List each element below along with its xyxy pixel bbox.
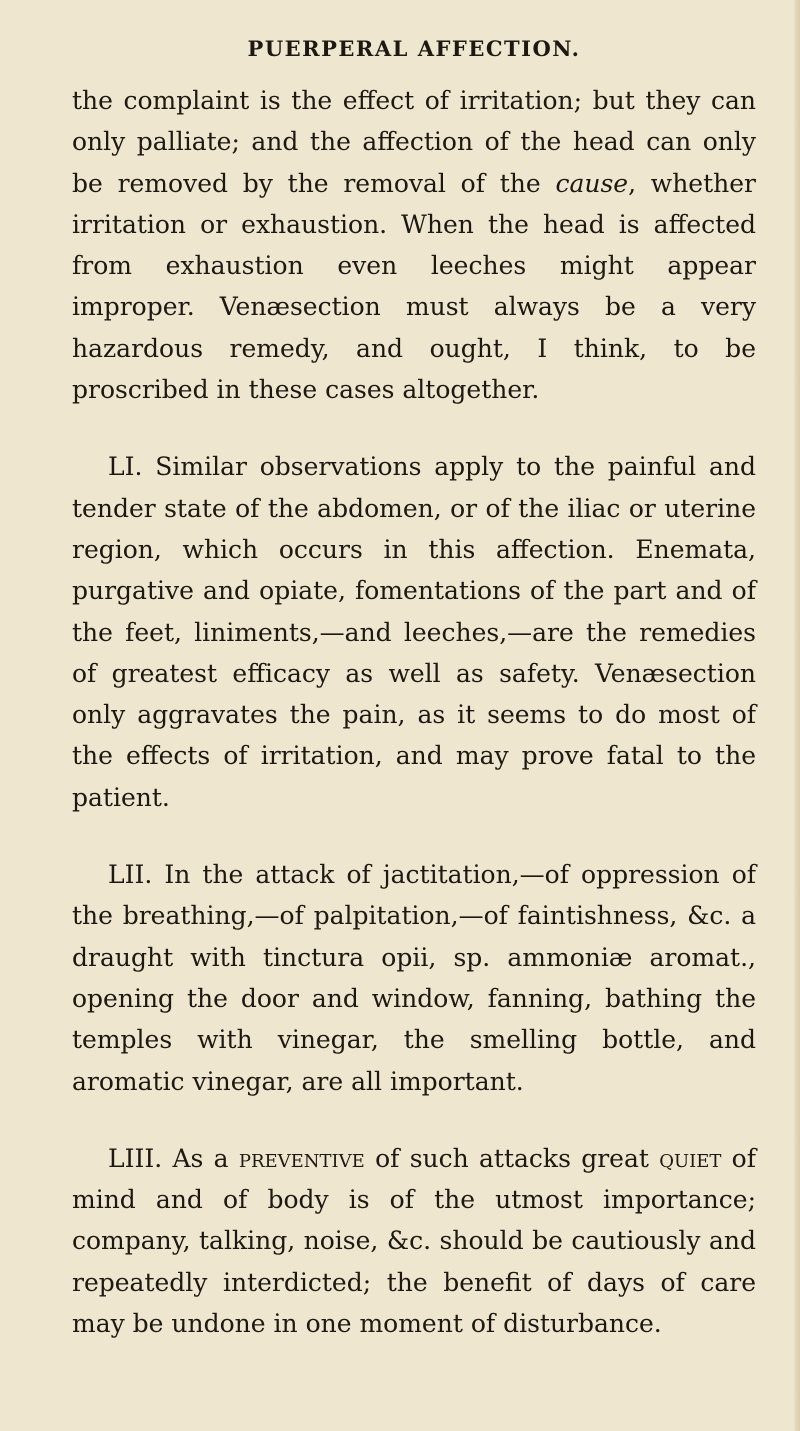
text-run-smallcaps: preventive bbox=[238, 1143, 365, 1173]
text-run-italic: cause bbox=[555, 168, 629, 198]
text-run: LIII. As a bbox=[108, 1143, 239, 1173]
paragraph-53 bbox=[72, 1138, 756, 1344]
paragraph-continued bbox=[72, 80, 756, 410]
paragraph-51 bbox=[72, 446, 756, 818]
text-run: LII. In the attack of jactitation,—of oppression of the breathing,—of palpitation,—of faintishness, &c. a draught with tinctura opii, sp. ammoniæ aromat., opening the door and window, fanning, bathing the temples with vinegar, the smelling bottle, and aromatic vinegar, are all important. bbox=[72, 860, 756, 1096]
paragraph-52 bbox=[72, 854, 756, 1102]
running-head: PUERPERAL AFFECTION. bbox=[247, 36, 581, 61]
page-edge-shadow bbox=[794, 0, 800, 1431]
text-run: the complaint is the effect of irritation; but they can only palliate; and the affection of the head can only be removed by the removal of the bbox=[72, 86, 756, 198]
text-run: LI. Similar observations apply to the painful and tender state of the abdomen, or of the iliac or uterine region, which occurs in this affection. Enemata, purgative and opiate, fomentations of the part and of the feet, liniments,—and leeches,—are the remedies of greatest efficacy as well as safety. Venæsection only aggravates the pain, as it seems to do most of the effects of irritation, and may prove fatal to the patient. bbox=[72, 452, 756, 812]
text-run: , whether irritation or exhaustion. When the head is affected from exhaustion even leeches might appear improper. Venæsection must always be a very hazardous remedy, and ought, I think, to be proscribed in these cases altogether. bbox=[72, 168, 756, 405]
text-run: of mind and of body is of the utmost importance; company, talking, noise, &c. should be cautiously and repeatedly interdicted; the benefit of days of care may be undone in one moment of disturbance. bbox=[72, 1143, 756, 1339]
text-run-smallcaps: quiet bbox=[659, 1143, 722, 1173]
text-run: of such attacks great bbox=[364, 1143, 660, 1173]
